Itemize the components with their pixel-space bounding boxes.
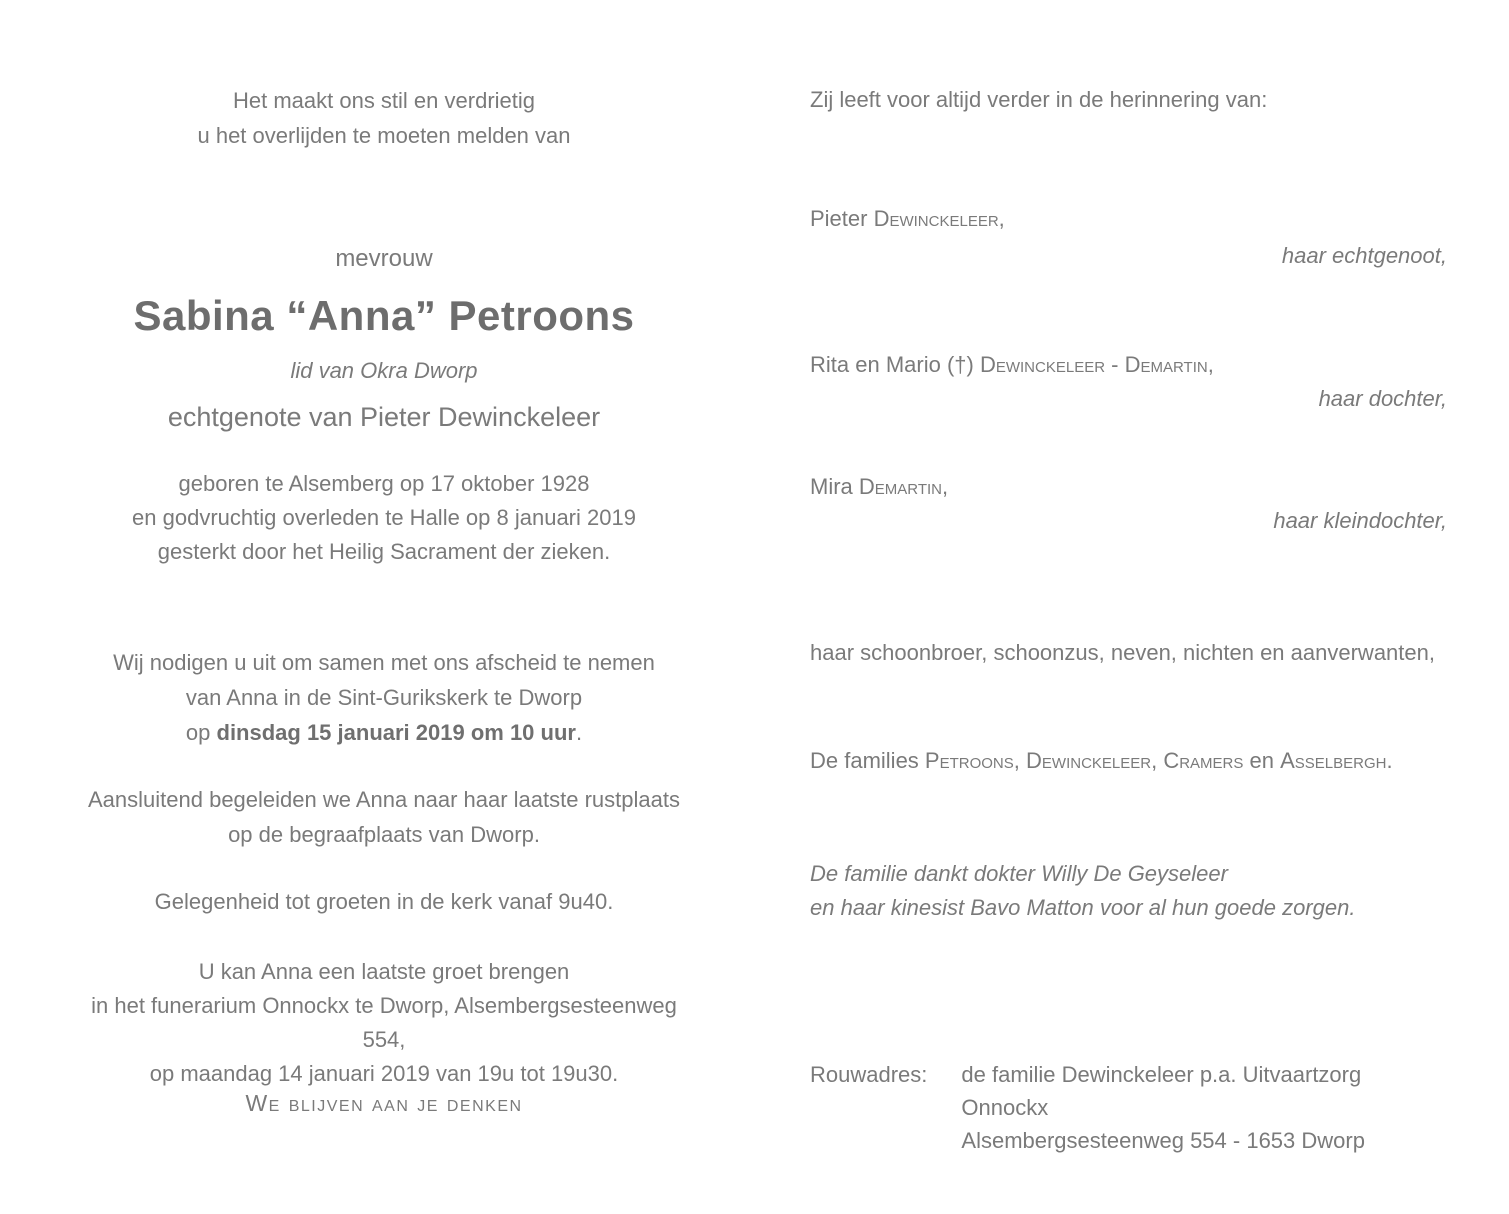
text-segment: De families	[810, 748, 925, 773]
deceased-name: Sabina “Anna” Petroons	[133, 292, 635, 339]
remembrance-heading: Zij leeft voor altijd verder in de herinnering van:	[810, 87, 1268, 112]
relative-name-husband	[810, 202, 1447, 236]
spouse-line: echtgenote van Pieter Dewinckeleer	[167, 402, 601, 432]
text-segment: Demartin	[858, 474, 943, 499]
text-segment: -	[1105, 352, 1125, 377]
mourning-address-line-2: Alsembergsesteenweg 554 - 1653 Dworp	[961, 1128, 1365, 1153]
text-segment: Cramers	[1163, 748, 1244, 773]
intro-line-1: Het maakt ons stil en verdrietig	[232, 88, 536, 113]
sacrament-line: gesterkt door het Heilig Sacrament der zieken.	[157, 539, 611, 564]
last-greeting-line-3: op maandag 14 januari 2019 van 19u tot 19u30.	[149, 1061, 619, 1086]
thanks-line-2: en haar kinesist Bavo Matton voor al hun goede zorgen.	[810, 895, 1356, 920]
burial-line-2: op de begraafplaats van Dworp.	[228, 822, 540, 847]
text-segment: ,	[942, 474, 949, 499]
last-greeting-line-2: in het funerarium Onnockx te Dworp, Alsembergsesteenweg 554,	[91, 993, 677, 1052]
life-dates-block	[70, 467, 698, 569]
text-segment: Rita en Mario (†)	[810, 352, 980, 377]
text-segment: Mira	[810, 474, 859, 499]
relative-relation-husband: haar echtgenoot,	[1281, 243, 1447, 268]
mourning-address-block	[810, 1058, 1447, 1157]
relative-name-daughter	[810, 348, 1447, 382]
relative-relation-granddaughter: haar kleindochter,	[1273, 508, 1447, 533]
text-segment: dinsdag 15 januari 2019 om 10 uur	[216, 720, 576, 745]
closing-motto: We blijven aan je denken	[245, 1090, 523, 1116]
text-segment: ,	[1207, 352, 1214, 377]
text-segment: .	[575, 720, 583, 745]
thanks-line-1: De familie dankt dokter Willy De Geyseleer	[810, 861, 1228, 886]
thanks-block	[810, 857, 1447, 925]
burial-block	[70, 782, 698, 852]
death-line: en godvruchtig overleden te Halle op 8 januari 2019	[132, 505, 636, 530]
last-greeting-block	[70, 955, 698, 1091]
relative-relation-daughter: haar dochter,	[1318, 386, 1447, 411]
relative-name-granddaughter	[810, 470, 1447, 504]
invitation-line-2: van Anna in de Sint-Gurikskerk te Dworp	[185, 685, 583, 710]
text-segment: Asselbergh	[1280, 748, 1387, 773]
mourning-address-line-1: de familie Dewinckeleer p.a. Uitvaartzorg Onnockx	[961, 1062, 1362, 1120]
intro-block	[70, 83, 698, 153]
membership-line: lid van Okra Dworp	[290, 358, 478, 383]
invitation-date-line	[70, 715, 698, 750]
text-segment: ,	[998, 206, 1005, 231]
families-line	[810, 744, 1447, 778]
mourning-address-label: Rouwadres:	[810, 1062, 928, 1087]
church-greeting-line: Gelegenheid tot groeten in de kerk vanaf 9u40.	[154, 889, 614, 914]
text-segment: Petroons	[924, 748, 1014, 773]
extended-family-line: haar schoonbroer, schoonzus, neven, nichten en aanverwanten,	[810, 640, 1435, 665]
birth-line: geboren te Alsemberg op 17 oktober 1928	[178, 471, 590, 496]
intro-line-2: u het overlijden te moeten melden van	[197, 123, 571, 148]
burial-line-1: Aansluitend begeleiden we Anna naar haar laatste rustplaats	[88, 787, 680, 812]
text-segment: Pieter	[810, 206, 874, 231]
text-segment: Dewinckeleer	[1026, 748, 1152, 773]
text-segment: op	[185, 720, 217, 745]
text-segment: Demartin	[1124, 352, 1208, 377]
last-greeting-line-1: U kan Anna een laatste groet brengen	[198, 959, 570, 984]
salutation: mevrouw	[335, 245, 433, 272]
text-segment: Dewinckeleer	[979, 352, 1106, 377]
text-segment: Dewinckeleer	[873, 206, 999, 231]
invitation-block	[70, 645, 698, 750]
text-segment: en	[1243, 748, 1281, 773]
invitation-line-1: Wij nodigen u uit om samen met ons afscheid te nemen	[113, 650, 655, 675]
text-segment: ,	[1151, 748, 1164, 773]
mourning-address-lines	[961, 1058, 1447, 1157]
text-segment: .	[1386, 748, 1393, 773]
text-segment: ,	[1013, 748, 1027, 773]
